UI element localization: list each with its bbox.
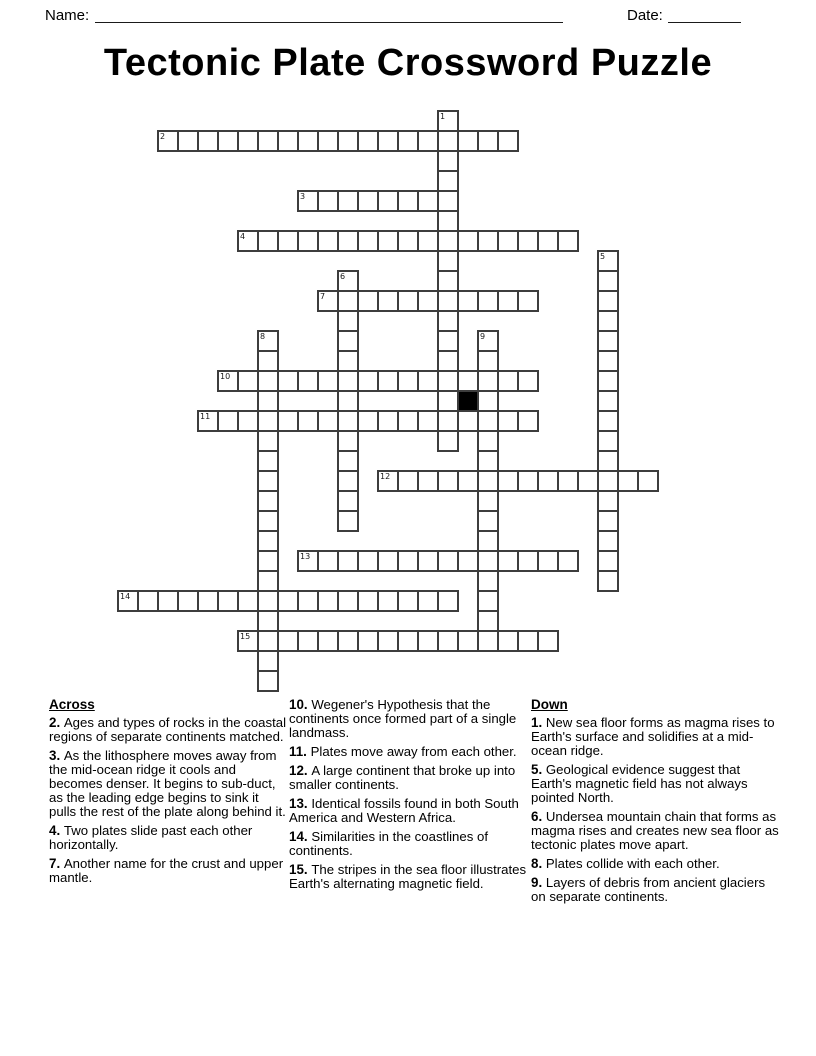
down-clues-column — [531, 698, 779, 909]
clue-number: 11. — [289, 744, 311, 759]
grid-cell[interactable] — [357, 590, 379, 612]
grid-cell[interactable] — [397, 230, 419, 252]
cell-number: 5 — [600, 252, 606, 261]
grid-cell[interactable] — [597, 450, 619, 472]
grid-cell[interactable] — [317, 230, 339, 252]
grid-cell[interactable] — [257, 130, 279, 152]
grid-cell[interactable] — [457, 410, 479, 432]
grid-cell[interactable] — [477, 450, 499, 472]
grid-cell[interactable] — [437, 350, 459, 372]
clue-across-10: 10. Wegener's Hypothesis that the continents once formed part of a single landmass. — [289, 697, 517, 740]
grid-cell[interactable] — [597, 490, 619, 512]
grid-cell[interactable] — [157, 130, 179, 152]
black-cell — [457, 390, 479, 412]
grid-cell[interactable] — [597, 530, 619, 552]
grid-cell[interactable] — [217, 590, 239, 612]
clue-down-8: 8. Plates collide with each other. — [531, 856, 720, 871]
grid-cell[interactable] — [197, 410, 219, 432]
clue-across-11: 11. Plates move away from each other. — [289, 744, 517, 759]
grid-cell[interactable] — [477, 350, 499, 372]
grid-cell[interactable] — [437, 630, 459, 652]
grid-cell[interactable] — [557, 550, 579, 572]
grid-cell[interactable] — [377, 290, 399, 312]
clue-down-9: 9. Layers of debris from ancient glaciers on separate continents. — [531, 875, 766, 904]
grid-cell[interactable] — [437, 390, 459, 412]
grid-cell[interactable] — [477, 490, 499, 512]
grid-cell[interactable] — [337, 630, 359, 652]
grid-cell[interactable] — [417, 190, 439, 212]
clue-number: 3. — [49, 748, 64, 763]
grid-cell[interactable] — [317, 370, 339, 392]
clue-number: 15. — [289, 862, 312, 877]
grid-cell[interactable] — [437, 550, 459, 572]
grid-cell[interactable] — [257, 450, 279, 472]
grid-cell[interactable] — [237, 130, 259, 152]
grid-cell[interactable] — [257, 510, 279, 532]
clue-across-13: 13. Identical fossils found in both South America and Western Africa. — [289, 796, 519, 825]
cell-number: 12 — [380, 472, 391, 481]
grid-cell[interactable] — [597, 330, 619, 352]
grid-cell[interactable] — [337, 130, 359, 152]
grid-cell[interactable] — [337, 410, 359, 432]
grid-cell[interactable] — [277, 230, 299, 252]
grid-cell[interactable] — [517, 410, 539, 432]
clue-across-2: 2. Ages and types of rocks in the coastal regions of separate continents matched. — [49, 715, 287, 744]
clue-number: 4. — [49, 823, 64, 838]
grid-cell[interactable] — [437, 290, 459, 312]
clue-across-7: 7. Another name for the crust and upper mantle. — [49, 856, 284, 885]
clue-across-14: 14. Similarities in the coastlines of continents. — [289, 829, 488, 858]
grid-cell[interactable] — [317, 590, 339, 612]
grid-cell[interactable] — [297, 630, 319, 652]
grid-cell[interactable] — [477, 570, 499, 592]
grid-cell[interactable] — [477, 330, 499, 352]
grid-cell[interactable] — [437, 330, 459, 352]
grid-cell[interactable] — [497, 230, 519, 252]
grid-cell[interactable] — [297, 230, 319, 252]
grid-cell[interactable] — [257, 570, 279, 592]
grid-cell[interactable] — [417, 370, 439, 392]
date-input-line[interactable] — [668, 9, 741, 23]
grid-cell[interactable] — [477, 470, 499, 492]
clue-number: 1. — [531, 715, 546, 730]
grid-cell[interactable] — [397, 190, 419, 212]
grid-cell[interactable] — [257, 390, 279, 412]
grid-cell[interactable] — [497, 550, 519, 572]
grid-cell[interactable] — [597, 570, 619, 592]
grid-cell[interactable] — [437, 430, 459, 452]
grid-cell[interactable] — [477, 630, 499, 652]
date-label: Date: — [627, 7, 663, 24]
grid-cell[interactable] — [177, 130, 199, 152]
grid-cell[interactable] — [277, 130, 299, 152]
grid-cell[interactable] — [517, 230, 539, 252]
grid-cell[interactable] — [437, 190, 459, 212]
grid-cell[interactable] — [517, 470, 539, 492]
across-clues-column — [49, 698, 289, 890]
grid-cell[interactable] — [377, 370, 399, 392]
grid-cell[interactable] — [497, 410, 519, 432]
grid-cell[interactable] — [297, 190, 319, 212]
grid-cell[interactable] — [357, 130, 379, 152]
grid-cell[interactable] — [377, 550, 399, 572]
grid-cell[interactable] — [417, 130, 439, 152]
grid-cell[interactable] — [497, 630, 519, 652]
grid-cell[interactable] — [557, 470, 579, 492]
across-clues-column-continued — [289, 698, 533, 896]
grid-cell[interactable] — [497, 370, 519, 392]
grid-cell[interactable] — [597, 250, 619, 272]
grid-cell[interactable] — [597, 370, 619, 392]
grid-cell[interactable] — [357, 190, 379, 212]
clue-down-6: 6. Undersea mountain chain that forms as magma rises and creates new sea floor as tectonic plates move apart. — [531, 809, 779, 852]
cell-number: 6 — [340, 272, 346, 281]
grid-cell[interactable] — [337, 270, 359, 292]
grid-cell[interactable] — [397, 290, 419, 312]
grid-cell[interactable] — [397, 630, 419, 652]
grid-cell[interactable] — [257, 670, 279, 692]
grid-cell[interactable] — [597, 410, 619, 432]
grid-cell[interactable] — [537, 550, 559, 572]
grid-cell[interactable] — [257, 610, 279, 632]
grid-cell[interactable] — [337, 490, 359, 512]
grid-cell[interactable] — [317, 290, 339, 312]
grid-cell[interactable] — [457, 370, 479, 392]
clue-across-15: 15. The stripes in the sea floor illustrates Earth's alternating magnetic field. — [289, 862, 527, 891]
grid-cell[interactable] — [297, 590, 319, 612]
grid-cell[interactable] — [417, 410, 439, 432]
grid-cell[interactable] — [537, 230, 559, 252]
clue-number: 6. — [531, 809, 546, 824]
grid-cell[interactable] — [597, 390, 619, 412]
grid-cell[interactable] — [157, 590, 179, 612]
grid-cell[interactable] — [597, 290, 619, 312]
grid-cell[interactable] — [197, 130, 219, 152]
grid-cell[interactable] — [517, 290, 539, 312]
across-header: Across — [49, 697, 95, 712]
grid-cell[interactable] — [377, 190, 399, 212]
clue-down-1: 1. New sea floor forms as magma rises to Earth's surface and solidifies at a mid-ocean ridge. — [531, 715, 775, 758]
grid-cell[interactable] — [357, 290, 379, 312]
grid-cell[interactable] — [597, 510, 619, 532]
grid-cell[interactable] — [417, 470, 439, 492]
grid-cell[interactable] — [437, 230, 459, 252]
grid-cell[interactable] — [337, 330, 359, 352]
grid-cell[interactable] — [397, 410, 419, 432]
cell-number: 4 — [240, 232, 246, 241]
grid-cell[interactable] — [437, 130, 459, 152]
grid-cell[interactable] — [397, 550, 419, 572]
grid-cell[interactable] — [477, 370, 499, 392]
grid-cell[interactable] — [397, 130, 419, 152]
grid-cell[interactable] — [437, 110, 459, 132]
grid-cell[interactable] — [417, 230, 439, 252]
cell-number: 7 — [320, 292, 326, 301]
grid-cell[interactable] — [257, 230, 279, 252]
grid-cell[interactable] — [257, 650, 279, 672]
grid-cell[interactable] — [317, 130, 339, 152]
grid-cell[interactable] — [477, 550, 499, 572]
cell-number: 14 — [120, 592, 131, 601]
cell-number: 2 — [160, 132, 166, 141]
grid-cell[interactable] — [297, 130, 319, 152]
grid-cell[interactable] — [377, 470, 399, 492]
clue-number: 10. — [289, 697, 312, 712]
grid-cell[interactable] — [337, 290, 359, 312]
grid-cell[interactable] — [557, 230, 579, 252]
grid-cell[interactable] — [597, 470, 619, 492]
grid-cell[interactable] — [257, 590, 279, 612]
grid-cell[interactable] — [337, 370, 359, 392]
grid-cell[interactable] — [437, 150, 459, 172]
grid-cell[interactable] — [237, 630, 259, 652]
grid-cell[interactable] — [337, 230, 359, 252]
grid-cell[interactable] — [457, 130, 479, 152]
grid-cell[interactable] — [257, 330, 279, 352]
grid-cell[interactable] — [497, 470, 519, 492]
grid-cell[interactable] — [537, 630, 559, 652]
grid-cell[interactable] — [637, 470, 659, 492]
grid-cell[interactable] — [257, 410, 279, 432]
grid-cell[interactable] — [477, 430, 499, 452]
grid-cell[interactable] — [417, 550, 439, 572]
grid-cell[interactable] — [537, 470, 559, 492]
clue-number: 12. — [289, 763, 312, 778]
grid-cell[interactable] — [477, 230, 499, 252]
grid-cell[interactable] — [337, 390, 359, 412]
crossword-grid — [117, 110, 681, 694]
grid-cell[interactable] — [337, 430, 359, 452]
down-header: Down — [531, 697, 568, 712]
name-label: Name: — [45, 7, 90, 24]
grid-cell[interactable] — [277, 370, 299, 392]
grid-cell[interactable] — [477, 590, 499, 612]
grid-cell[interactable] — [437, 210, 459, 232]
grid-cell[interactable] — [337, 310, 359, 332]
grid-cell[interactable] — [177, 590, 199, 612]
grid-cell[interactable] — [257, 630, 279, 652]
grid-cell[interactable] — [477, 290, 499, 312]
grid-cell[interactable] — [597, 350, 619, 372]
grid-cell[interactable] — [317, 550, 339, 572]
grid-cell[interactable] — [477, 390, 499, 412]
grid-cell[interactable] — [377, 590, 399, 612]
clue-number: 9. — [531, 875, 546, 890]
grid-cell[interactable] — [597, 430, 619, 452]
grid-cell[interactable] — [357, 370, 379, 392]
clue-number: 7. — [49, 856, 64, 871]
grid-cell[interactable] — [357, 550, 379, 572]
grid-cell[interactable] — [257, 550, 279, 572]
cell-number: 8 — [260, 332, 266, 341]
grid-cell[interactable] — [437, 310, 459, 332]
name-input-line[interactable] — [95, 9, 563, 23]
grid-cell[interactable] — [257, 490, 279, 512]
grid-cell[interactable] — [257, 430, 279, 452]
grid-cell[interactable] — [277, 590, 299, 612]
grid-cell[interactable] — [257, 370, 279, 392]
grid-cell[interactable] — [217, 370, 239, 392]
cell-number: 3 — [300, 192, 306, 201]
grid-cell[interactable] — [217, 410, 239, 432]
grid-cell[interactable] — [257, 470, 279, 492]
clue-down-5: 5. Geological evidence suggest that Earth's magnetic field has not always pointed North. — [531, 762, 748, 805]
grid-cell[interactable] — [597, 550, 619, 572]
grid-cell[interactable] — [377, 410, 399, 432]
grid-cell[interactable] — [437, 370, 459, 392]
grid-cell[interactable] — [357, 230, 379, 252]
grid-cell[interactable] — [277, 410, 299, 432]
grid-cell[interactable] — [437, 590, 459, 612]
grid-cell[interactable] — [437, 250, 459, 272]
grid-cell[interactable] — [297, 370, 319, 392]
grid-cell[interactable] — [317, 190, 339, 212]
grid-cell[interactable] — [377, 130, 399, 152]
clue-across-4: 4. Two plates slide past each other horizontally. — [49, 823, 253, 852]
clue-across-12: 12. A large continent that broke up into smaller continents. — [289, 763, 516, 792]
grid-cell[interactable] — [617, 470, 639, 492]
grid-cell[interactable] — [457, 630, 479, 652]
grid-cell[interactable] — [437, 410, 459, 432]
grid-cell[interactable] — [477, 530, 499, 552]
grid-cell[interactable] — [337, 350, 359, 372]
grid-cell[interactable] — [517, 550, 539, 572]
grid-cell[interactable] — [117, 590, 139, 612]
grid-cell[interactable] — [357, 630, 379, 652]
grid-cell[interactable] — [317, 410, 339, 432]
grid-cell[interactable] — [417, 590, 439, 612]
cell-number: 1 — [440, 112, 446, 121]
grid-cell[interactable] — [577, 470, 599, 492]
grid-cell[interactable] — [277, 630, 299, 652]
grid-cell[interactable] — [497, 290, 519, 312]
clue-number: 13. — [289, 796, 312, 811]
grid-cell[interactable] — [257, 530, 279, 552]
clue-across-3: 3. As the lithosphere moves away from the mid-ocean ridge it cools and becomes denser. It begins to sub-duct, as the leading edge begins to sink it pulls the rest of the plate along behind it. — [49, 748, 286, 819]
grid-cell[interactable] — [597, 310, 619, 332]
cell-number: 15 — [240, 632, 251, 641]
grid-cell[interactable] — [477, 610, 499, 632]
cell-number: 9 — [480, 332, 486, 341]
grid-cell[interactable] — [137, 590, 159, 612]
grid-cell[interactable] — [417, 630, 439, 652]
grid-cell[interactable] — [517, 630, 539, 652]
clue-number: 8. — [531, 856, 546, 871]
grid-cell[interactable] — [337, 470, 359, 492]
grid-cell[interactable] — [437, 170, 459, 192]
grid-cell[interactable] — [457, 230, 479, 252]
cell-number: 11 — [200, 412, 211, 421]
grid-cell[interactable] — [457, 470, 479, 492]
grid-cell[interactable] — [517, 370, 539, 392]
grid-cell[interactable] — [377, 630, 399, 652]
grid-cell[interactable] — [477, 510, 499, 532]
grid-cell[interactable] — [217, 130, 239, 152]
grid-cell[interactable] — [337, 550, 359, 572]
grid-cell[interactable] — [397, 370, 419, 392]
grid-cell[interactable] — [237, 410, 259, 432]
grid-cell[interactable] — [457, 290, 479, 312]
grid-cell[interactable] — [477, 130, 499, 152]
grid-cell[interactable] — [237, 370, 259, 392]
grid-cell[interactable] — [397, 590, 419, 612]
page-title: Tectonic Plate Crossword Puzzle — [103, 42, 713, 84]
grid-cell[interactable] — [257, 350, 279, 372]
grid-cell[interactable] — [457, 550, 479, 572]
grid-cell[interactable] — [357, 410, 379, 432]
grid-cell[interactable] — [297, 550, 319, 572]
grid-cell[interactable] — [337, 510, 359, 532]
grid-cell[interactable] — [237, 590, 259, 612]
cell-number: 13 — [300, 552, 311, 561]
grid-cell[interactable] — [597, 270, 619, 292]
clue-number: 14. — [289, 829, 312, 844]
grid-cell[interactable] — [497, 130, 519, 152]
clue-number: 2. — [49, 715, 64, 730]
grid-cell[interactable] — [477, 410, 499, 432]
grid-cell[interactable] — [377, 230, 399, 252]
clue-number: 5. — [531, 762, 546, 777]
grid-cell[interactable] — [237, 230, 259, 252]
cell-number: 10 — [220, 372, 231, 381]
grid-cell[interactable] — [437, 270, 459, 292]
grid-cell[interactable] — [337, 450, 359, 472]
grid-cell[interactable] — [417, 290, 439, 312]
grid-cell[interactable] — [397, 470, 419, 492]
grid-cell[interactable] — [197, 590, 219, 612]
grid-cell[interactable] — [317, 630, 339, 652]
grid-cell[interactable] — [337, 190, 359, 212]
grid-cell[interactable] — [337, 590, 359, 612]
grid-cell[interactable] — [437, 470, 459, 492]
grid-cell[interactable] — [297, 410, 319, 432]
